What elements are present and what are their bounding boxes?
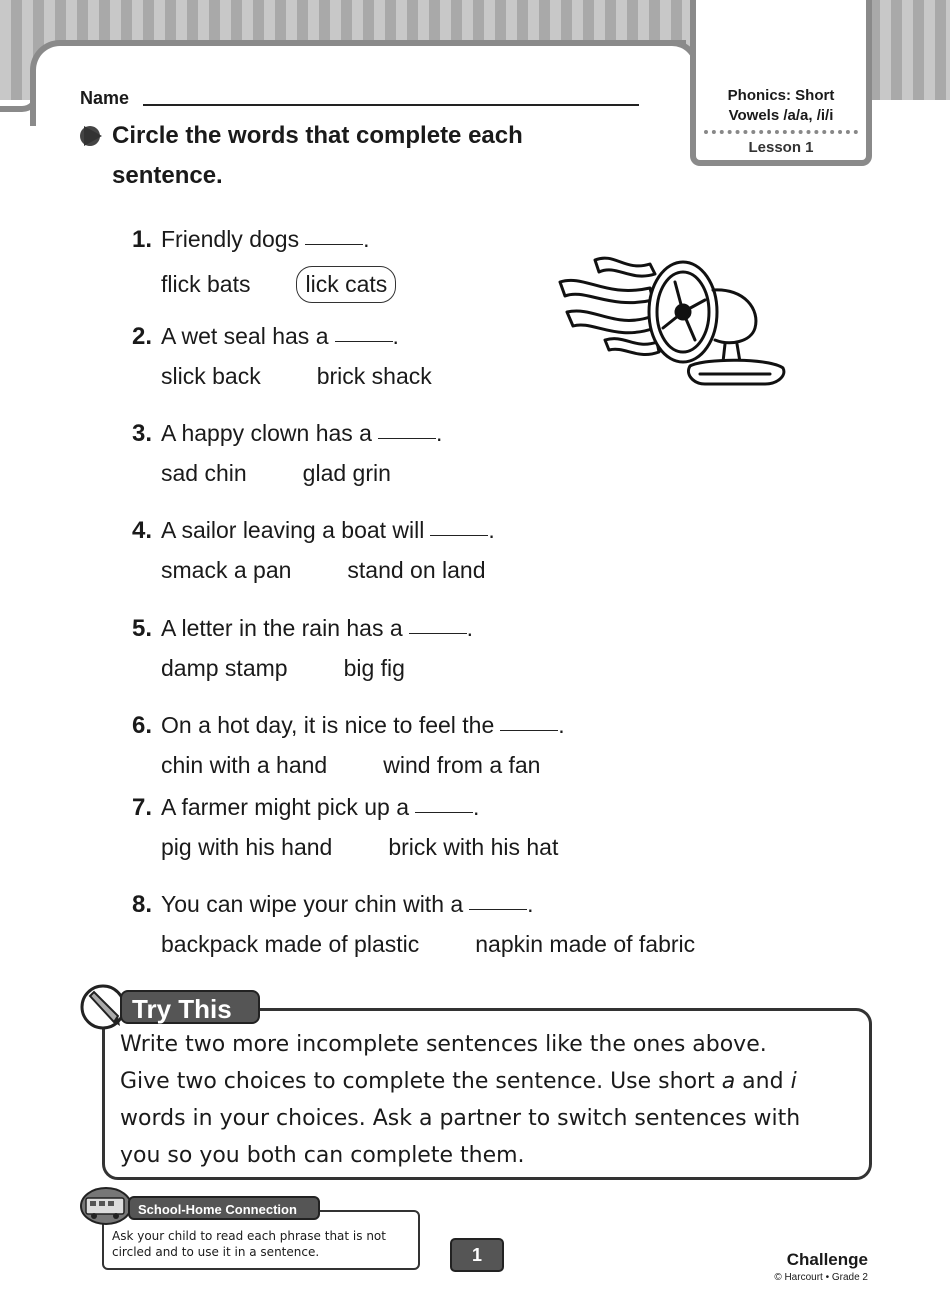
answer-blank (305, 244, 363, 245)
item-choices (161, 655, 405, 682)
answer-blank (430, 535, 488, 536)
answer-blank (500, 730, 558, 731)
item-question (161, 420, 442, 447)
page-number: 1 (450, 1238, 504, 1272)
question-end: . (435, 420, 443, 446)
lesson-topic (696, 86, 866, 126)
item-number: 8. (131, 891, 152, 918)
question-end: . (363, 226, 370, 252)
try-this-title: Try This (120, 990, 260, 1024)
question-text: Friendly dogs (161, 226, 300, 252)
question-end: . (558, 712, 565, 738)
question-text: A sailor leaving a boat will (161, 517, 425, 543)
question-text: You can wipe your chin with a (161, 891, 464, 917)
book-title: Challenge (786, 1250, 868, 1269)
item-number: 2. (131, 323, 152, 350)
answer-blank (409, 633, 467, 634)
try-this-text (120, 1026, 860, 1174)
item-choices (161, 834, 558, 861)
item-choices (161, 752, 540, 779)
try-this-line-2-pre: Give two choices to complete the sentence. Use short (120, 1069, 722, 1094)
fan-illustration (555, 250, 787, 392)
choice-b[interactable]: big fig (343, 655, 405, 681)
item-choices (161, 266, 396, 303)
lesson-topic-line1: Phonics: Short (727, 87, 835, 104)
vowel-i: i (790, 1069, 797, 1094)
copyright: © Harcourt • Grade 2 (774, 1272, 868, 1283)
question-end: . (488, 517, 495, 543)
choice-a[interactable]: pig with his hand (161, 834, 333, 860)
lesson-number: Lesson 1 (748, 139, 814, 156)
answer-blank (469, 909, 527, 910)
answer-blank (335, 341, 393, 342)
choice-b[interactable]: wind from a fan (383, 752, 541, 778)
item-number: 5. (131, 615, 152, 642)
question-text: A farmer might pick up a (161, 794, 409, 820)
item-choices (161, 363, 432, 390)
answer-blank (415, 812, 473, 813)
name-write-line[interactable] (143, 104, 639, 106)
item-choices (161, 557, 486, 584)
choice-a[interactable]: chin with a hand (161, 752, 328, 778)
item-question (161, 517, 495, 544)
question-text: A letter in the rain has a (161, 615, 403, 641)
item-question (161, 226, 369, 253)
choice-a[interactable]: flick bats (161, 271, 251, 297)
answer-blank (378, 438, 436, 439)
choice-b[interactable]: lick cats (296, 266, 396, 303)
lesson-tag (690, 0, 872, 166)
question-text: A happy clown has a (161, 420, 372, 446)
arrow-bullet-icon (80, 124, 104, 148)
choice-a[interactable]: smack a pan (161, 557, 292, 583)
try-this-line-1: Write two more incomplete sentences like the ones above. (120, 1032, 767, 1057)
question-end: . (466, 615, 474, 641)
try-this-line-3: words in your choices. Ask a partner to switch sentences with (120, 1106, 801, 1131)
question-end: . (527, 891, 534, 917)
question-text: A wet seal has a (161, 323, 329, 349)
dotted-divider (704, 130, 858, 134)
item-choices (161, 460, 391, 487)
name-label: Name (80, 88, 130, 108)
choice-b[interactable]: brick shack (316, 363, 432, 389)
item-number: 4. (131, 517, 152, 544)
choice-a[interactable]: backpack made of plastic (161, 931, 420, 957)
item-number: 7. (131, 794, 152, 821)
question-text: On a hot day, it is nice to feel the (161, 712, 495, 738)
question-end: . (473, 794, 480, 820)
vowel-a: a (721, 1069, 736, 1094)
item-question (161, 323, 399, 350)
item-choices (161, 931, 695, 958)
lesson-topic-line2: Vowels /a/a, /i/i (728, 107, 834, 124)
choice-b[interactable]: stand on land (347, 557, 486, 583)
item-question (161, 615, 473, 642)
item-number: 6. (131, 712, 152, 739)
try-this-line-2 (120, 1063, 860, 1100)
item-question (161, 712, 565, 739)
choice-b[interactable]: brick with his hat (388, 834, 559, 860)
item-number: 3. (131, 420, 152, 447)
choice-b[interactable]: glad grin (302, 460, 391, 486)
instructions: Circle the words that complete each sentence. (112, 122, 523, 189)
question-end: . (392, 323, 399, 349)
item-question (161, 891, 534, 918)
choice-a[interactable]: sad chin (161, 460, 247, 486)
item-number: 1. (131, 226, 152, 253)
school-home-text: Ask your child to read each phrase that is not circled and to use it in a sentence. (112, 1229, 386, 1259)
page-frame (30, 40, 686, 126)
try-this-line-2-mid: and (735, 1069, 791, 1094)
school-home-title: School-Home Connection (128, 1196, 320, 1220)
item-question (161, 794, 479, 821)
choice-b[interactable]: napkin made of fabric (475, 931, 696, 957)
try-this-line-4: you so you both can complete them. (120, 1143, 525, 1168)
choice-a[interactable]: damp stamp (161, 655, 288, 681)
choice-a[interactable]: slick back (161, 363, 261, 389)
